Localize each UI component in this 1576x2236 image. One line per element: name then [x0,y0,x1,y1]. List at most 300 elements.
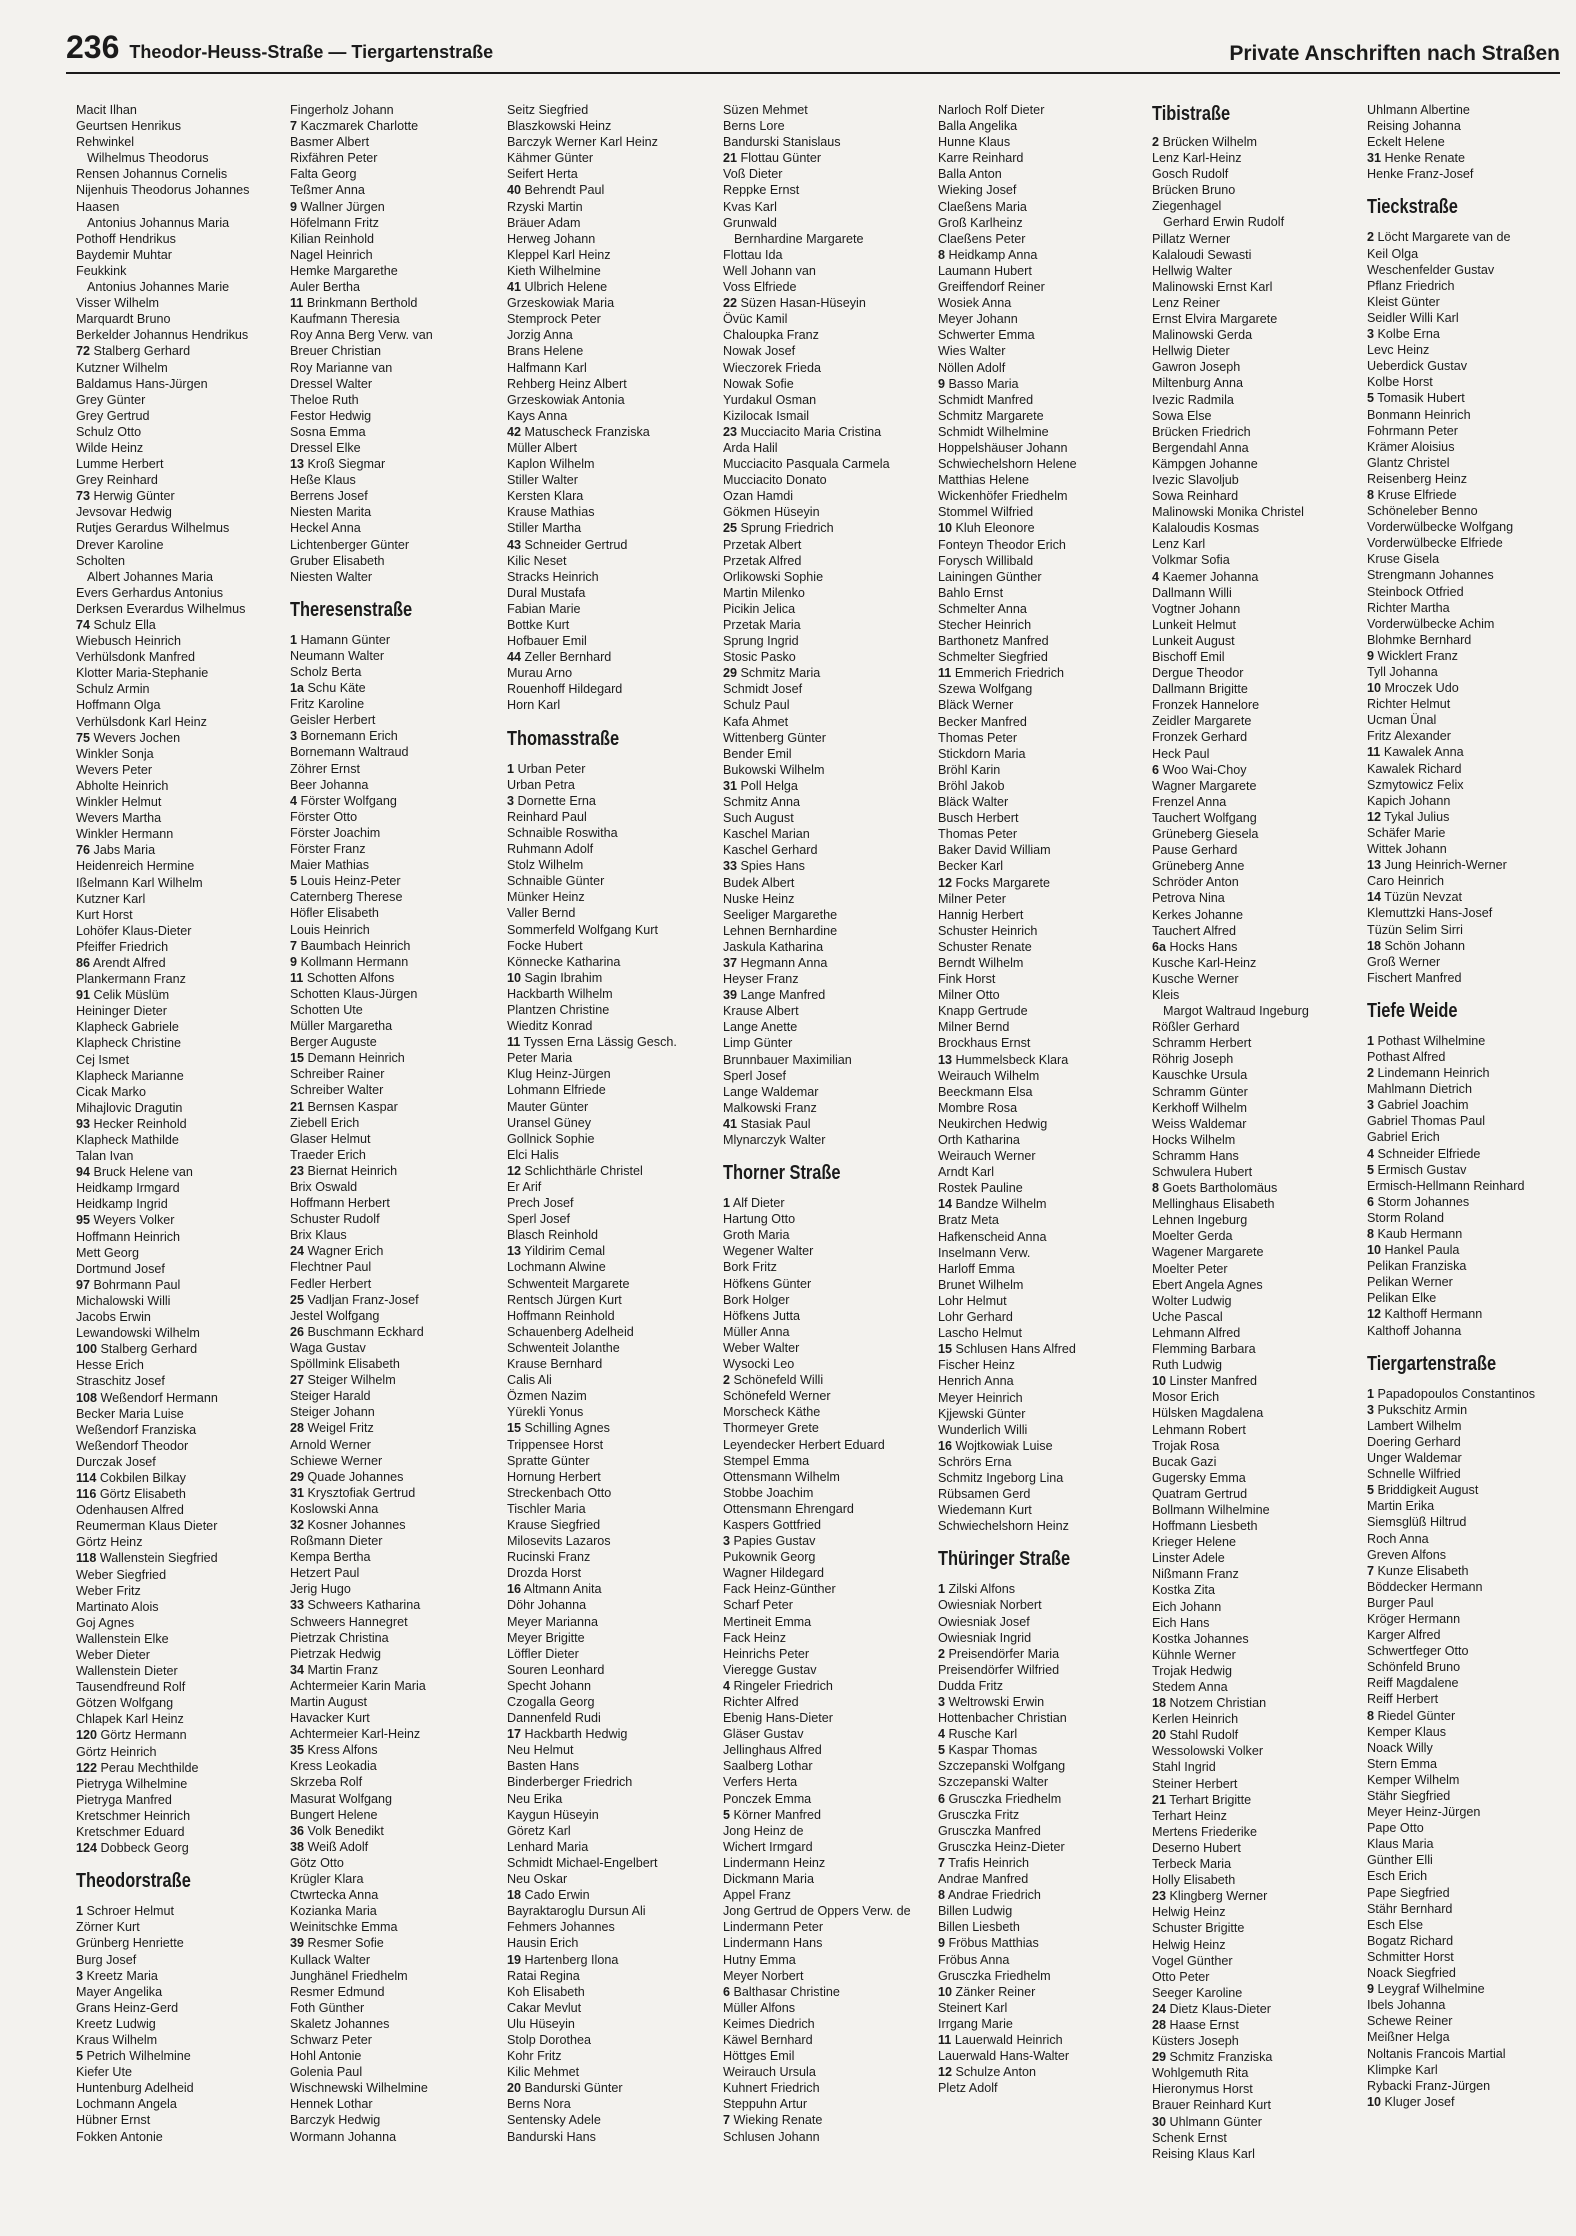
resident-name: Scharf Peter [723,1598,793,1613]
resident-entry [1152,327,1364,343]
resident-entry [723,1340,935,1356]
house-number: 27 [290,1373,305,1388]
house-number: 12 [1367,809,1382,824]
resident-entry [290,408,502,424]
resident-name: Goj Agnes [76,1615,135,1630]
resident-entry [76,971,288,987]
house-number: 4 [723,1678,731,1693]
house-number: 6a [1152,939,1167,954]
house-number: 116 [76,1487,97,1502]
resident-name: Schmidt Michael-Engelbert [507,1855,658,1870]
header-left [66,29,493,66]
resident-name: Kaemer Johanna [1162,569,1259,584]
resident-name: Schöneleber Benno [1367,504,1478,519]
resident-entry [723,585,935,601]
resident-entry [1152,1341,1364,1357]
resident-name: Pletz Adolf [938,2081,998,2096]
resident-name: Esch Else [1367,1917,1423,1932]
resident-name: Ivezic Slavoljub [1152,472,1239,487]
house-number: 11 [1367,745,1381,760]
resident-entry [507,553,719,569]
resident-name: Cicak Marko [76,1084,146,1099]
resident-name: Brix Klaus [290,1228,347,1243]
resident-name: Lauerwald Heinrich [954,2032,1063,2047]
resident-entry [290,182,502,198]
resident-entry [1367,1997,1566,2013]
resident-name: Ueberdick Gustav [1367,359,1468,374]
resident-name: Kilian Reinhold [290,231,375,246]
resident-name: Reinhard Paul [507,809,587,824]
resident-name: Rensen Johannus Cornelis [76,167,228,182]
resident-entry [1367,1691,1566,1707]
resident-entry [1152,1534,1364,1550]
resident-name: Schmelter Anna [938,601,1027,616]
resident-name: Wormann Johanna [290,2129,397,2144]
resident-name: Schmitz Anna [723,795,801,810]
resident-entry [938,617,1150,633]
resident-name: Rößler Gerhard [1152,1020,1240,1035]
resident-name: Zöhrer Ernst [290,761,360,776]
resident-name: Pfeiffer Friedrich [76,939,169,954]
resident-entry [507,1710,719,1726]
resident-entry [723,199,935,215]
resident-entry [1152,1969,1364,1985]
resident-name: Moelter Peter [1152,1261,1228,1276]
resident-entry [723,1710,935,1726]
resident-entry [1152,1454,1364,1470]
resident-name: Ulbrich Helene [524,280,608,295]
resident-entry [1367,262,1566,278]
resident-entry [1152,1051,1364,1067]
house-number: 31 [290,1485,305,1500]
resident-name: Busch Herbert [938,811,1019,826]
resident-entry [1367,150,1566,166]
resident-entry [1152,1389,1364,1405]
resident-name: Picikin Jelica [723,601,796,616]
resident-name: Koh Elisabeth [507,1984,585,1999]
resident-entry [1367,1708,1566,1724]
street-heading: Theodorstraße [76,1870,191,1893]
resident-name: Ebert Angela Agnes [1152,1277,1263,1292]
resident-name: Kvas Karl [723,199,777,214]
resident-name: Stempel Emma [723,1453,810,1468]
resident-entry [1367,1949,1566,1965]
resident-name: Henke Franz-Josef [1367,167,1474,182]
resident-entry [507,905,719,921]
resident-name: Krause Mathias [507,505,595,520]
resident-name: Schenk Ernst [1152,2130,1227,2145]
resident-entry [938,1100,1150,1116]
resident-name: Scholz Berta [290,665,362,679]
house-number: 86 [76,955,91,970]
resident-name: Hausin Erich [507,1936,579,1951]
resident-entry [290,1388,502,1404]
house-number: 2 [1367,1066,1375,1081]
resident-entry [723,1871,935,1887]
resident-entry [723,1437,935,1453]
house-number: 114 [76,1470,97,1485]
resident-name: Beeckmann Elsa [938,1084,1033,1099]
resident-entry [723,2129,935,2145]
resident-name: Haase Ernst [1169,2017,1239,2032]
resident-name: Keil Olga [1367,246,1419,261]
house-number: 8 [1367,487,1375,502]
resident-name: Sommerfeld Wolfgang Kurt [507,922,658,937]
resident-entry [76,1116,288,1132]
resident-entry [290,873,502,889]
resident-entry [76,1196,288,1212]
resident-name: Berns Nora [507,2097,571,2112]
resident-name: Helwig Heinz [1152,1937,1226,1952]
resident-name: Heyser Franz [723,972,799,987]
resident-name: Bergendahl Anna [1152,440,1249,455]
resident-entry [938,134,1150,150]
resident-name: Schmitz Margarete [938,408,1044,423]
resident-name: Marquardt Bruno [76,312,171,327]
house-number: 5 [1367,1483,1375,1498]
resident-name: Hoffmann Reinhold [507,1308,615,1323]
resident-entry [938,1003,1150,1019]
resident-entry [938,1148,1150,1164]
resident-entry [290,2129,502,2145]
resident-entry [1367,664,1566,680]
house-number: 19 [507,1952,522,1967]
resident-entry [1367,1242,1566,1258]
resident-name: Prech Josef [507,1196,574,1211]
resident-entry [723,1614,935,1630]
resident-entry [1152,601,1364,617]
resident-entry [1152,1228,1364,1244]
resident-entry [507,2016,719,2032]
resident-entry [1367,310,1566,326]
resident-name: Evers Gerhardus Antonius [76,585,224,600]
resident-name: Mroczek Udo [1384,681,1459,696]
resident-entry [290,1115,502,1131]
resident-name: Andrae Manfred [938,1872,1029,1887]
resident-name: Krysztofiak Gertrud [307,1485,416,1500]
resident-entry [938,810,1150,826]
resident-entry [76,150,288,166]
resident-entry [1367,471,1566,487]
resident-entry [723,182,935,198]
resident-name: Kalaloudis Kosmas [1152,521,1260,536]
resident-name: Wojtkowiak Luise [955,1438,1053,1453]
resident-entry [76,118,288,134]
resident-entry [290,118,502,134]
resident-name: Döhr Johanna [507,1598,587,1613]
resident-name: Tyll Johanna [1367,665,1438,679]
resident-name: Brunet Wilhelm [938,1277,1024,1292]
resident-entry [76,440,288,456]
resident-entry [723,2032,935,2048]
resident-entry [723,1356,935,1372]
resident-entry [1152,1422,1364,1438]
resident-entry [938,1742,1150,1758]
resident-entry [938,1935,1150,1951]
resident-name: Heidkamp Anna [948,247,1038,262]
resident-name: Focks Margarete [955,875,1050,890]
resident-name: Calis Ali [507,1373,552,1388]
resident-entry [290,1694,502,1710]
resident-entry [723,1388,935,1404]
resident-name: Baydemir Muhtar [76,247,172,262]
resident-entry [76,1373,288,1389]
resident-entry [76,1567,288,1583]
resident-name: Preisendörfer Maria [948,1646,1060,1661]
resident-entry [290,1549,502,1565]
resident-name: Mucciacito Pasquala Carmela [723,457,890,472]
resident-name: Bröhl Karin [938,762,1001,777]
resident-name: Schotten Alfons [306,970,395,985]
resident-name: Andrae Friedrich [947,1888,1041,1903]
resident-entry [938,360,1150,376]
resident-name: Kolbe Erna [1377,327,1440,342]
resident-entry [1152,697,1364,713]
resident-name: Bräuer Adam [507,215,581,230]
resident-name: Reumerman Klaus Dieter [76,1519,218,1534]
resident-entry [938,746,1150,762]
resident-name: Hoppelshäuser Johann [938,440,1068,455]
resident-name: Zeller Bernhard [524,650,612,665]
resident-entry [723,1855,935,1871]
resident-entry [723,569,935,585]
resident-entry [76,2129,288,2145]
house-number: 93 [76,1116,91,1131]
resident-name: Kreetz Maria [86,1968,158,1983]
resident-name: Sowa Reinhard [1152,489,1239,504]
resident-entry [1152,440,1364,456]
resident-name: Horn Karl [507,698,561,713]
resident-name: Hoffmann Heinrich [76,1229,181,1244]
resident-name: Lindemann Heinrich [1377,1066,1490,1081]
house-number: 7 [1367,1563,1375,1578]
resident-entry [723,408,935,424]
resident-name: Bernhardine Margarete [734,231,864,246]
resident-entry [1367,358,1566,374]
resident-entry [1152,263,1364,279]
house-number: 39 [723,988,738,1003]
resident-name: Grusczka Friedhelm [938,1968,1051,1983]
resident-name: Stracks Heinrich [507,569,599,584]
resident-entry [1367,1563,1566,1579]
resident-name: Stiller Martha [507,521,582,536]
resident-entry [76,794,288,810]
resident-entry [938,327,1150,343]
resident-name: Pape Siegfried [1367,1885,1450,1900]
resident-entry [1367,1547,1566,1563]
resident-entry [290,215,502,231]
resident-entry [1152,746,1364,762]
resident-name: Höttges Emil [723,2049,795,2064]
resident-entry [1152,1808,1364,1824]
resident-entry [76,376,288,392]
resident-name: Vorderwülbecke Elfriede [1367,536,1503,551]
resident-entry [1152,1277,1364,1293]
resident-entry [1152,1631,1364,1647]
resident-entry [723,1565,935,1581]
street-heading: Thorner Straße [723,1162,841,1185]
resident-name: Gugersky Emma [1152,1470,1246,1485]
resident-name: Schiewe Werner [290,1453,383,1468]
resident-name: Hohl Antonie [290,2049,362,2064]
resident-entry [76,633,288,649]
resident-entry [1367,1418,1566,1434]
resident-entry [723,295,935,311]
resident-name: Milner Bernd [938,1020,1010,1035]
resident-entry [76,1132,288,1148]
resident-entry [938,714,1150,730]
resident-entry [76,1711,288,1727]
resident-name: Fronzek Hannelore [1152,698,1260,713]
resident-entry [290,1581,502,1597]
resident-name: Schwarz Peter [290,2032,372,2047]
resident-entry [1152,1888,1364,1904]
resident-name: Eich Johann [1152,1599,1222,1614]
resident-entry [723,649,935,665]
resident-name: Jorzig Anna [507,328,573,343]
resident-name: Zörner Kurt [76,1920,140,1935]
resident-entry [1152,2081,1364,2097]
resident-entry [1152,585,1364,601]
resident-name: Yürekli Yonus [507,1405,584,1420]
resident-entry [723,1116,935,1132]
resident-entry [290,1066,502,1082]
resident-entry [723,1292,935,1308]
resident-name: Reiff Magdalene [1367,1676,1459,1691]
resident-entry [1152,1663,1364,1679]
resident-name: Resmer Sofie [307,1936,384,1951]
resident-name: Auler Bertha [290,280,361,295]
resident-name: Dannenfeld Rudi [507,1711,601,1726]
resident-name: Geurtsen Henrikus [76,119,181,134]
resident-name: Stiller Walter [507,473,578,488]
resident-entry [938,1646,1150,1662]
resident-entry [1152,1711,1364,1727]
resident-name: Barczyk Hedwig [290,2113,381,2128]
resident-name: Bohrmann Paul [93,1277,181,1292]
resident-entry [76,939,288,955]
resident-name: Stecher Heinrich [938,618,1032,632]
resident-name: Bandze Wilhelm [955,1197,1047,1212]
resident-name: Bollmann Wilhelmine [1152,1502,1270,1517]
resident-name: Schmelter Siegfried [938,650,1048,665]
resident-name: Terhart Brigitte [1169,1792,1252,1807]
house-number: 13 [290,457,305,472]
resident-entry [507,520,719,536]
resident-name: Masurat Wolfgang [290,1791,392,1806]
resident-entry [507,1259,719,1275]
resident-name: Kunze Elisabeth [1377,1563,1469,1578]
resident-entry [938,633,1150,649]
resident-entry [507,1919,719,1935]
resident-name: Grusczka Manfred [938,1823,1041,1838]
resident-entry [1367,2046,1566,2062]
resident-name: Schewe Reiner [1367,2014,1453,2029]
resident-name: Verhülsdonk Karl Heinz [76,714,207,729]
resident-entry [723,118,935,134]
house-number: 100 [76,1342,98,1357]
resident-entry [507,1115,719,1131]
resident-entry [723,891,935,907]
resident-entry [290,488,502,504]
resident-entry [938,1855,1150,1871]
resident-entry [1367,648,1566,664]
house-number: 72 [76,344,91,359]
resident-name: Kuhnert Friedrich [723,2081,820,2096]
resident-name: Roßmann Dieter [290,1534,383,1549]
resident-name: Kusche Karl-Heinz [1152,955,1257,970]
resident-name: Klug Heinz-Jürgen [507,1067,611,1082]
resident-name: Bratz Meta [938,1213,999,1228]
resident-name: Leygraf Wilhelmine [1377,1982,1485,1997]
resident-entry [507,2080,719,2096]
resident-name: Hackbarth Hedwig [524,1727,628,1742]
resident-entry [290,1485,502,1501]
resident-entry [938,1887,1150,1903]
resident-name: Feukkink [76,263,127,278]
resident-name: Schrörs Erna [938,1454,1012,1469]
resident-name: Wessolowski Volker [1152,1744,1264,1759]
resident-entry [76,810,288,826]
resident-name: Sentensky Adele [507,2113,601,2128]
resident-name: Winkler Sonja [76,746,154,761]
resident-entry [76,681,288,697]
resident-name: Hoffmann Herbert [290,1196,390,1211]
resident-entry [723,617,935,633]
resident-name: Hunne Klaus [938,135,1011,150]
resident-name: Trafis Heinrich [948,1855,1030,1870]
resident-name: Schreiber Walter [290,1083,384,1098]
resident-entry [290,1469,502,1485]
resident-entry [938,537,1150,553]
resident-name: Weinitschke Emma [290,1920,398,1935]
resident-entry [1152,1904,1364,1920]
street-range-title: Theodor-Heuss-Straße — Tiergartenstraße [129,42,494,62]
resident-entry [76,907,288,923]
resident-entry [1367,423,1566,439]
resident-entry [1152,569,1364,585]
resident-name: Schönefeld Werner [723,1389,831,1404]
resident-name: Balla Angelika [938,119,1018,134]
resident-name: Kerlen Heinrich [1152,1712,1239,1727]
resident-entry [723,907,935,923]
resident-name: Bernsen Kaspar [307,1099,398,1114]
resident-entry [1152,1438,1364,1454]
resident-name: Schramm Herbert [1152,1036,1252,1051]
resident-entry [76,1052,288,1068]
resident-name: Stickdorn Maria [938,746,1026,761]
street-heading: Tieckstraße [1367,196,1458,219]
resident-name: Groß Karlheinz [938,215,1023,230]
resident-name: Görtz Heinrich [76,1744,157,1759]
resident-name: Riedel Günter [1377,1708,1456,1723]
resident-entry [1152,1872,1364,1888]
resident-name: Saalberg Lothar [723,1759,813,1774]
resident-entry [507,1388,719,1404]
resident-name: Löcht Margarete van de [1377,230,1511,245]
resident-name: Schwertfeger Otto [1367,1644,1469,1659]
resident-entry [76,697,288,713]
resident-entry [1367,1162,1566,1178]
resident-entry [723,1678,935,1694]
house-number: 13 [1367,858,1382,873]
resident-entry [290,1453,502,1469]
resident-name: Przetak Alfred [723,553,802,568]
resident-entry [1152,987,1364,1003]
resident-entry [938,2016,1150,2032]
resident-name: Poll Helga [740,778,798,793]
resident-name: Tüzün Selim Sirri [1367,922,1463,937]
